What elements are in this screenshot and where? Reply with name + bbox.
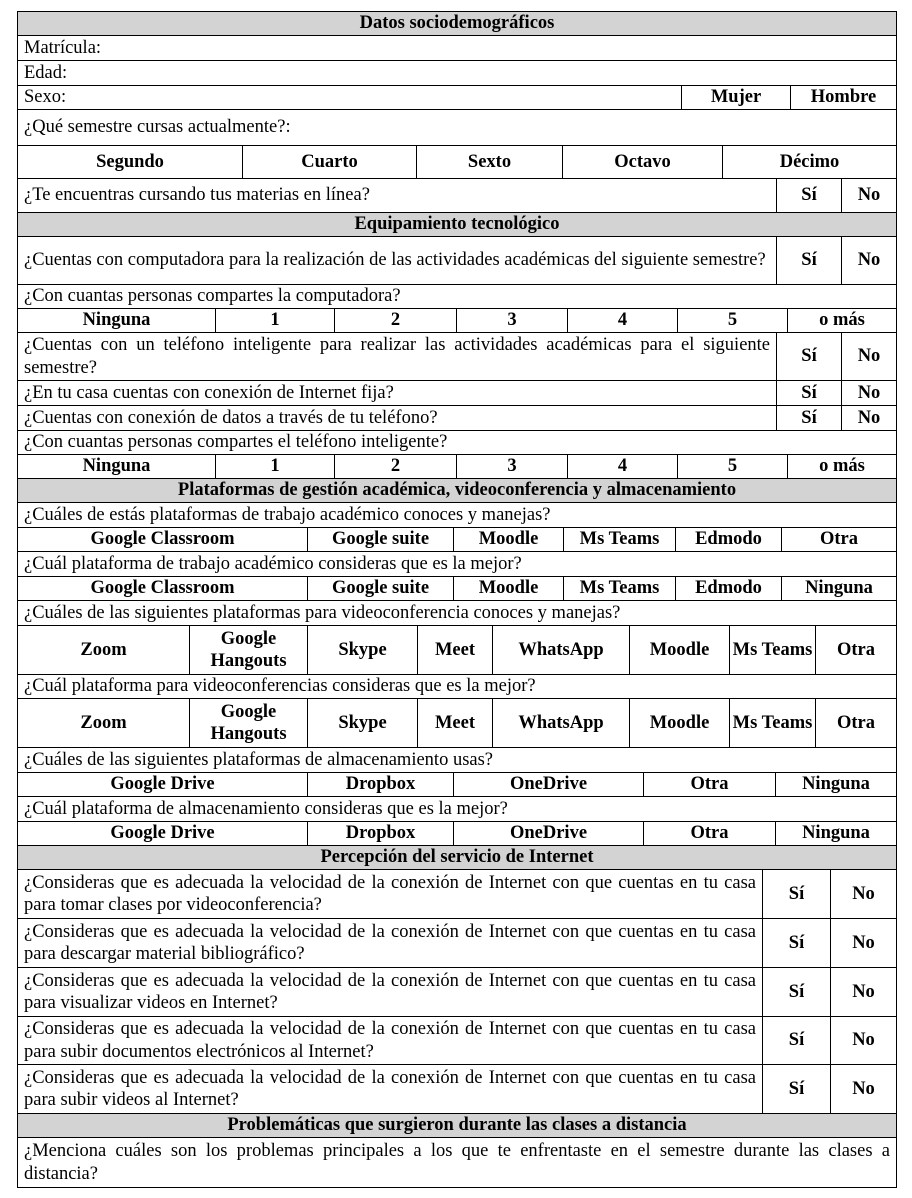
- yes-option[interactable]: Sí: [777, 179, 842, 212]
- option-ms-teams[interactable]: Ms Teams: [730, 699, 816, 747]
- option-moodle[interactable]: Moodle: [630, 699, 730, 747]
- option-onedrive[interactable]: OneDrive: [454, 773, 644, 796]
- section-title: Datos sociodemográficos: [359, 13, 555, 34]
- option-o-mas[interactable]: o más: [819, 456, 865, 477]
- edad-label: Edad:: [24, 62, 68, 83]
- option-2[interactable]: 2: [335, 455, 457, 478]
- no-option[interactable]: No: [857, 250, 881, 271]
- no-option[interactable]: No: [852, 932, 875, 953]
- option-3[interactable]: 3: [457, 455, 568, 478]
- option-o-mas[interactable]: o más: [819, 310, 865, 331]
- smartphone-question: ¿Cuentas con un teléfono inteligente para realizar las actividades académicas para el siguiente semestre?: [18, 333, 777, 380]
- internet-videoconf-question: ¿Consideras que es adecuada la velocidad de la conexión de Internet con que cuentas en tu casa para tomar clases por videoconferencia?: [18, 870, 763, 918]
- option-3[interactable]: 3: [457, 309, 568, 332]
- option-meet[interactable]: Meet: [418, 699, 493, 747]
- option-4[interactable]: 4: [568, 455, 678, 478]
- yes-option[interactable]: Sí: [763, 1065, 831, 1113]
- best-video-question: ¿Cuál plataforma para videoconferencias consideras que es la mejor?: [24, 676, 536, 697]
- option-segundo[interactable]: Segundo: [18, 146, 243, 178]
- section-header-socio: [18, 12, 896, 36]
- storage-question: ¿Cuáles de las siguientes plataformas de almacenamiento usas?: [24, 749, 494, 770]
- option-ninguna[interactable]: Ninguna: [802, 774, 870, 795]
- option-otra[interactable]: Otra: [644, 822, 776, 845]
- option-google-suite[interactable]: Google suite: [308, 577, 454, 600]
- option-google-classroom[interactable]: Google Classroom: [18, 577, 308, 600]
- enlinea-question: ¿Te encuentras cursando tus materias en línea?: [18, 179, 777, 212]
- option-otra[interactable]: Otra: [836, 712, 875, 733]
- section-header-platforms: [18, 479, 896, 503]
- option-mujer[interactable]: Mujer: [682, 86, 791, 109]
- option-zoom[interactable]: Zoom: [18, 626, 190, 674]
- option-5[interactable]: 5: [678, 309, 788, 332]
- internet-upload-docs-question: ¿Consideras que es adecuada la velocidad de la conexión de Internet con que cuentas en tu casa para subir documentos electrónicos al Internet?: [18, 1017, 763, 1064]
- academic-platforms-options: [18, 528, 896, 552]
- no-option[interactable]: No: [852, 1078, 875, 1099]
- option-1[interactable]: 1: [216, 455, 335, 478]
- storage-options: [18, 773, 896, 797]
- no-option[interactable]: No: [857, 346, 881, 367]
- problems-question: ¿Menciona cuáles son los problemas principales a los que te enfrentaste en el semestre durante las clases a distancia?: [24, 1141, 890, 1184]
- option-4[interactable]: 4: [568, 309, 678, 332]
- option-edmodo[interactable]: Edmodo: [676, 528, 782, 551]
- internet-upload-videos-question: ¿Consideras que es adecuada la velocidad de la conexión de Internet con que cuentas en tu casa para subir videos al Internet?: [18, 1065, 763, 1113]
- video-platforms-question: ¿Cuáles de las siguientes plataformas para videoconferencia conoces y manejas?: [24, 602, 621, 623]
- no-option[interactable]: No: [857, 382, 881, 403]
- option-decimo[interactable]: Décimo: [779, 151, 840, 172]
- option-moodle[interactable]: Moodle: [630, 626, 730, 674]
- option-ninguna[interactable]: Ninguna: [18, 455, 216, 478]
- fixed-internet-question: ¿En tu casa cuentas con conexión de Internet fija?: [18, 381, 777, 405]
- option-skype[interactable]: Skype: [308, 626, 418, 674]
- video-platforms-options: [18, 626, 896, 675]
- option-google-drive[interactable]: Google Drive: [18, 773, 308, 796]
- option-ms-teams[interactable]: Ms Teams: [564, 577, 676, 600]
- option-ms-teams[interactable]: Ms Teams: [730, 626, 816, 674]
- yes-option[interactable]: Sí: [777, 381, 842, 405]
- best-academic-options: [18, 577, 896, 601]
- option-skype[interactable]: Skype: [308, 699, 418, 747]
- share-computer-question: ¿Con cuantas personas compartes la computadora?: [24, 286, 401, 307]
- option-dropbox[interactable]: Dropbox: [308, 773, 454, 796]
- option-ninguna[interactable]: Ninguna: [805, 578, 873, 599]
- option-google-hangouts[interactable]: Google Hangouts: [190, 699, 308, 747]
- yes-option[interactable]: Sí: [763, 919, 831, 967]
- section-header-problems: [18, 1114, 896, 1138]
- yes-option[interactable]: Sí: [777, 237, 842, 284]
- option-moodle[interactable]: Moodle: [454, 528, 564, 551]
- section-title: Plataformas de gestión académica, videoconferencia y almacenamiento: [177, 480, 737, 501]
- yes-option[interactable]: Sí: [777, 333, 842, 380]
- semestre-question: ¿Qué semestre cursas actualmente?:: [24, 117, 291, 138]
- internet-video-question: ¿Consideras que es adecuada la velocidad de la conexión de Internet con que cuentas en tu casa para visualizar videos en Internet?: [18, 968, 763, 1016]
- option-cuarto[interactable]: Cuarto: [243, 146, 417, 178]
- yes-option[interactable]: Sí: [763, 870, 831, 918]
- option-ms-teams[interactable]: Ms Teams: [564, 528, 676, 551]
- section-title: Problemáticas que surgieron durante las clases a distancia: [227, 1115, 687, 1136]
- section-title: Percepción del servicio de Internet: [320, 847, 594, 868]
- matricula-label: Matrícula:: [24, 37, 102, 58]
- semestre-options: [18, 146, 896, 179]
- option-1[interactable]: 1: [216, 309, 335, 332]
- no-option[interactable]: No: [852, 883, 875, 904]
- no-option[interactable]: No: [852, 1030, 875, 1051]
- option-whatsapp[interactable]: WhatsApp: [493, 699, 630, 747]
- option-5[interactable]: 5: [678, 455, 788, 478]
- option-zoom[interactable]: Zoom: [18, 699, 190, 747]
- no-option[interactable]: No: [857, 185, 881, 206]
- questionnaire-table: [17, 11, 897, 1188]
- no-option[interactable]: No: [852, 981, 875, 1002]
- best-academic-question: ¿Cuál plataforma de trabajo académico consideras que es la mejor?: [24, 553, 522, 574]
- share-phone-question: ¿Con cuantas personas compartes el teléfono inteligente?: [24, 432, 448, 453]
- option-ninguna[interactable]: Ninguna: [18, 309, 216, 332]
- share-phone-options: [18, 455, 896, 479]
- option-meet[interactable]: Meet: [418, 626, 493, 674]
- no-option[interactable]: No: [857, 407, 881, 428]
- academic-platforms-question: ¿Cuáles de estás plataformas de trabajo académico conoces y manejas?: [24, 504, 551, 525]
- option-whatsapp[interactable]: WhatsApp: [493, 626, 630, 674]
- section-header-internet: [18, 846, 896, 870]
- computer-question: ¿Cuentas con computadora para la realización de las actividades académicas del siguiente semestre?: [18, 237, 777, 284]
- section-header-equip: [18, 213, 896, 237]
- option-octavo[interactable]: Octavo: [563, 146, 723, 178]
- option-otra[interactable]: Otra: [644, 773, 776, 796]
- yes-option[interactable]: Sí: [777, 406, 842, 430]
- mobile-data-question: ¿Cuentas con conexión de datos a través de tu teléfono?: [18, 406, 777, 430]
- yes-option[interactable]: Sí: [763, 1017, 831, 1064]
- internet-download-question: ¿Consideras que es adecuada la velocidad de la conexión de Internet con que cuentas en tu casa para descargar material bibliográfico?: [18, 919, 763, 967]
- best-storage-options: [18, 822, 896, 846]
- option-otra[interactable]: Otra: [836, 639, 875, 660]
- option-ninguna[interactable]: Ninguna: [802, 823, 870, 844]
- option-google-drive[interactable]: Google Drive: [18, 822, 308, 845]
- sexo-label: Sexo:: [18, 86, 682, 109]
- option-hombre[interactable]: Hombre: [810, 87, 877, 108]
- option-onedrive[interactable]: OneDrive: [454, 822, 644, 845]
- option-sexto[interactable]: Sexto: [417, 146, 563, 178]
- share-computer-options: [18, 309, 896, 333]
- option-dropbox[interactable]: Dropbox: [308, 822, 454, 845]
- option-google-suite[interactable]: Google suite: [308, 528, 454, 551]
- option-google-hangouts[interactable]: Google Hangouts: [190, 626, 308, 674]
- option-otra[interactable]: Otra: [819, 529, 858, 550]
- best-storage-question: ¿Cuál plataforma de almacenamiento consideras que es la mejor?: [24, 798, 508, 819]
- option-moodle[interactable]: Moodle: [454, 577, 564, 600]
- option-2[interactable]: 2: [335, 309, 457, 332]
- section-title: Equipamiento tecnológico: [354, 214, 560, 235]
- option-edmodo[interactable]: Edmodo: [676, 577, 782, 600]
- option-google-classroom[interactable]: Google Classroom: [18, 528, 308, 551]
- best-video-options: [18, 699, 896, 748]
- yes-option[interactable]: Sí: [763, 968, 831, 1016]
